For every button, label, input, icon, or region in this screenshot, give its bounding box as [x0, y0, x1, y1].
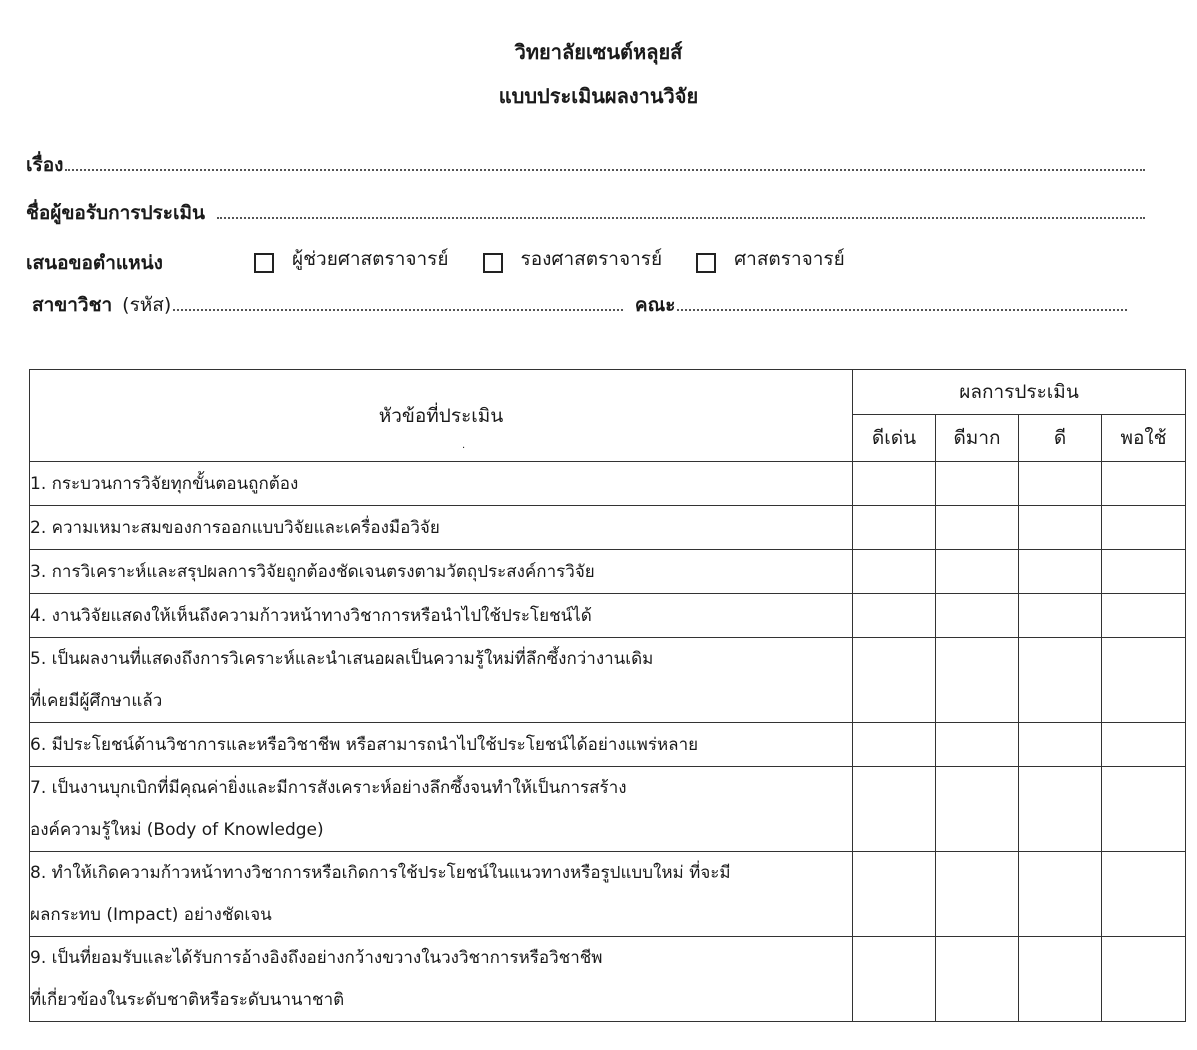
rating-cell[interactable]: [853, 506, 936, 550]
rating-cell[interactable]: [853, 852, 936, 937]
table-row: [30, 594, 1186, 638]
row-criterion: 9. เป็นที่ยอมรับและได้รับการอ้างอิงถึงอย่างกว้างขวางในวงวิชาการหรือวิชาชีพ ที่เกี่ยวข้องในระดับชาติหรือระดับนานาชาติ: [30, 937, 853, 1022]
major-label: สาขาวิชา: [32, 294, 113, 316]
col-excellent: ดีเด่น: [853, 415, 936, 462]
option-label: รองศาสตราจารย์: [520, 248, 663, 270]
rating-cell[interactable]: [1019, 723, 1102, 767]
rating-cell[interactable]: [936, 638, 1019, 723]
result-header: ผลการประเมิน: [853, 370, 1186, 415]
major-code-label: (รหัส): [122, 294, 172, 316]
row-criterion: 4. งานวิจัยแสดงให้เห็นถึงความก้าวหน้าทางวิชาการหรือนำไปใช้ประโยชน์ได้: [30, 594, 853, 638]
position-row: [26, 244, 1147, 278]
rating-cell[interactable]: [1019, 462, 1102, 506]
rating-cell[interactable]: [1019, 550, 1102, 594]
col-good: ดี: [1019, 415, 1102, 462]
row-criterion: 5. เป็นผลงานที่แสดงถึงการวิเคราะห์และนำเสนอผลเป็นความรู้ใหม่ที่ลึกซึ้งกว่างานเดิม ที่เคยมีผู้ศึกษาแล้ว: [30, 638, 853, 723]
rating-cell[interactable]: [1102, 937, 1186, 1022]
checkbox-professor[interactable]: [696, 253, 716, 273]
applicant-label: ชื่อผู้ขอรับการประเมิน: [26, 202, 205, 224]
position-option-associate-prof[interactable]: [483, 244, 663, 274]
subject-fill-line[interactable]: [65, 151, 1145, 171]
position-label: เสนอขอตำแหน่ง: [26, 252, 163, 274]
table-row: [30, 462, 1186, 506]
row-criterion: 1. กระบวนการวิจัยทุกขั้นตอนถูกต้อง: [30, 462, 853, 506]
rating-cell[interactable]: [1102, 852, 1186, 937]
applicant-fill-line[interactable]: [217, 199, 1145, 219]
rating-cell[interactable]: [853, 767, 936, 852]
checkbox-associate-prof[interactable]: [483, 253, 503, 273]
topic-header: หัวข้อที่ประเมิน .: [30, 370, 853, 462]
table-row: [30, 852, 1186, 937]
rating-cell[interactable]: [853, 550, 936, 594]
rating-cell[interactable]: [936, 594, 1019, 638]
table-row: [30, 937, 1186, 1022]
rating-cell[interactable]: [1019, 937, 1102, 1022]
major-fill-line[interactable]: [173, 291, 623, 311]
form-title: แบบประเมินผลงานวิจัย: [498, 84, 699, 108]
rating-cell[interactable]: [936, 852, 1019, 937]
topic-header-text: หัวข้อที่ประเมิน: [378, 404, 504, 427]
row-criterion: 8. ทำให้เกิดความก้าวหน้าทางวิชาการหรือเกิดการใช้ประโยชน์ในแนวทางหรือรูปแบบใหม่ ที่จะมี ผลกระทบ (Impact) อย่างชัดเจน: [30, 852, 853, 937]
rating-cell[interactable]: [853, 594, 936, 638]
rating-cell[interactable]: [1019, 852, 1102, 937]
position-option-professor[interactable]: [696, 244, 845, 274]
rating-cell[interactable]: [1019, 594, 1102, 638]
rating-cell[interactable]: [1019, 767, 1102, 852]
rating-cell[interactable]: [853, 462, 936, 506]
col-fair: พอใช้: [1102, 415, 1186, 462]
table-row: [30, 767, 1186, 852]
applicant-row: [26, 198, 1147, 228]
rating-cell[interactable]: [1102, 723, 1186, 767]
rating-cell[interactable]: [936, 767, 1019, 852]
rating-cell[interactable]: [936, 937, 1019, 1022]
checkbox-assistant-prof[interactable]: [254, 253, 274, 273]
rating-cell[interactable]: [853, 638, 936, 723]
row-criterion: 3. การวิเคราะห์และสรุปผลการวิจัยถูกต้องชัดเจนตรงตามวัตถุประสงค์การวิจัย: [30, 550, 853, 594]
table-row: [30, 550, 1186, 594]
rating-cell[interactable]: [1102, 767, 1186, 852]
table-row: [30, 638, 1186, 723]
rating-cell[interactable]: [936, 462, 1019, 506]
position-option-assistant-prof[interactable]: [254, 244, 449, 274]
rating-cell[interactable]: [1102, 462, 1186, 506]
rating-cell[interactable]: [936, 506, 1019, 550]
table-row: [30, 506, 1186, 550]
rating-cell[interactable]: [1102, 550, 1186, 594]
col-very-good: ดีมาก: [936, 415, 1019, 462]
rating-cell[interactable]: [936, 723, 1019, 767]
rating-cell[interactable]: [1102, 506, 1186, 550]
row-criterion: 6. มีประโยชน์ด้านวิชาการและหรือวิชาชีพ หรือสามารถนำไปใช้ประโยชน์ได้อย่างแพร่หลาย: [30, 723, 853, 767]
row-criterion: 7. เป็นงานบุกเบิกที่มีคุณค่ายิ่งและมีการสังเคราะห์อย่างลึกซึ้งจนทำให้เป็นการสร้าง องค์ความรู้ใหม่ (Body of Knowledge): [30, 767, 853, 852]
institution-title: วิทยาลัยเซนต์หลุยส์: [514, 40, 683, 64]
rating-cell[interactable]: [1102, 594, 1186, 638]
faculty-fill-line[interactable]: [677, 291, 1127, 311]
faculty-label: คณะ: [634, 294, 676, 316]
subject-label: เรื่อง: [26, 154, 64, 176]
option-label: ศาสตราจารย์: [734, 248, 845, 270]
rating-cell[interactable]: [1019, 506, 1102, 550]
option-label: ผู้ช่วยศาสตราจารย์: [292, 248, 449, 270]
major-faculty-row: [32, 290, 1129, 320]
evaluation-table: [29, 369, 1186, 1022]
rating-cell[interactable]: [1019, 638, 1102, 723]
rating-cell[interactable]: [936, 550, 1019, 594]
rating-cell[interactable]: [853, 723, 936, 767]
rating-cell[interactable]: [1102, 638, 1186, 723]
table-row: [30, 723, 1186, 767]
row-criterion: 2. ความเหมาะสมของการออกแบบวิจัยและเครื่องมือวิจัย: [30, 506, 853, 550]
rating-cell[interactable]: [853, 937, 936, 1022]
subject-row: [26, 150, 1147, 180]
